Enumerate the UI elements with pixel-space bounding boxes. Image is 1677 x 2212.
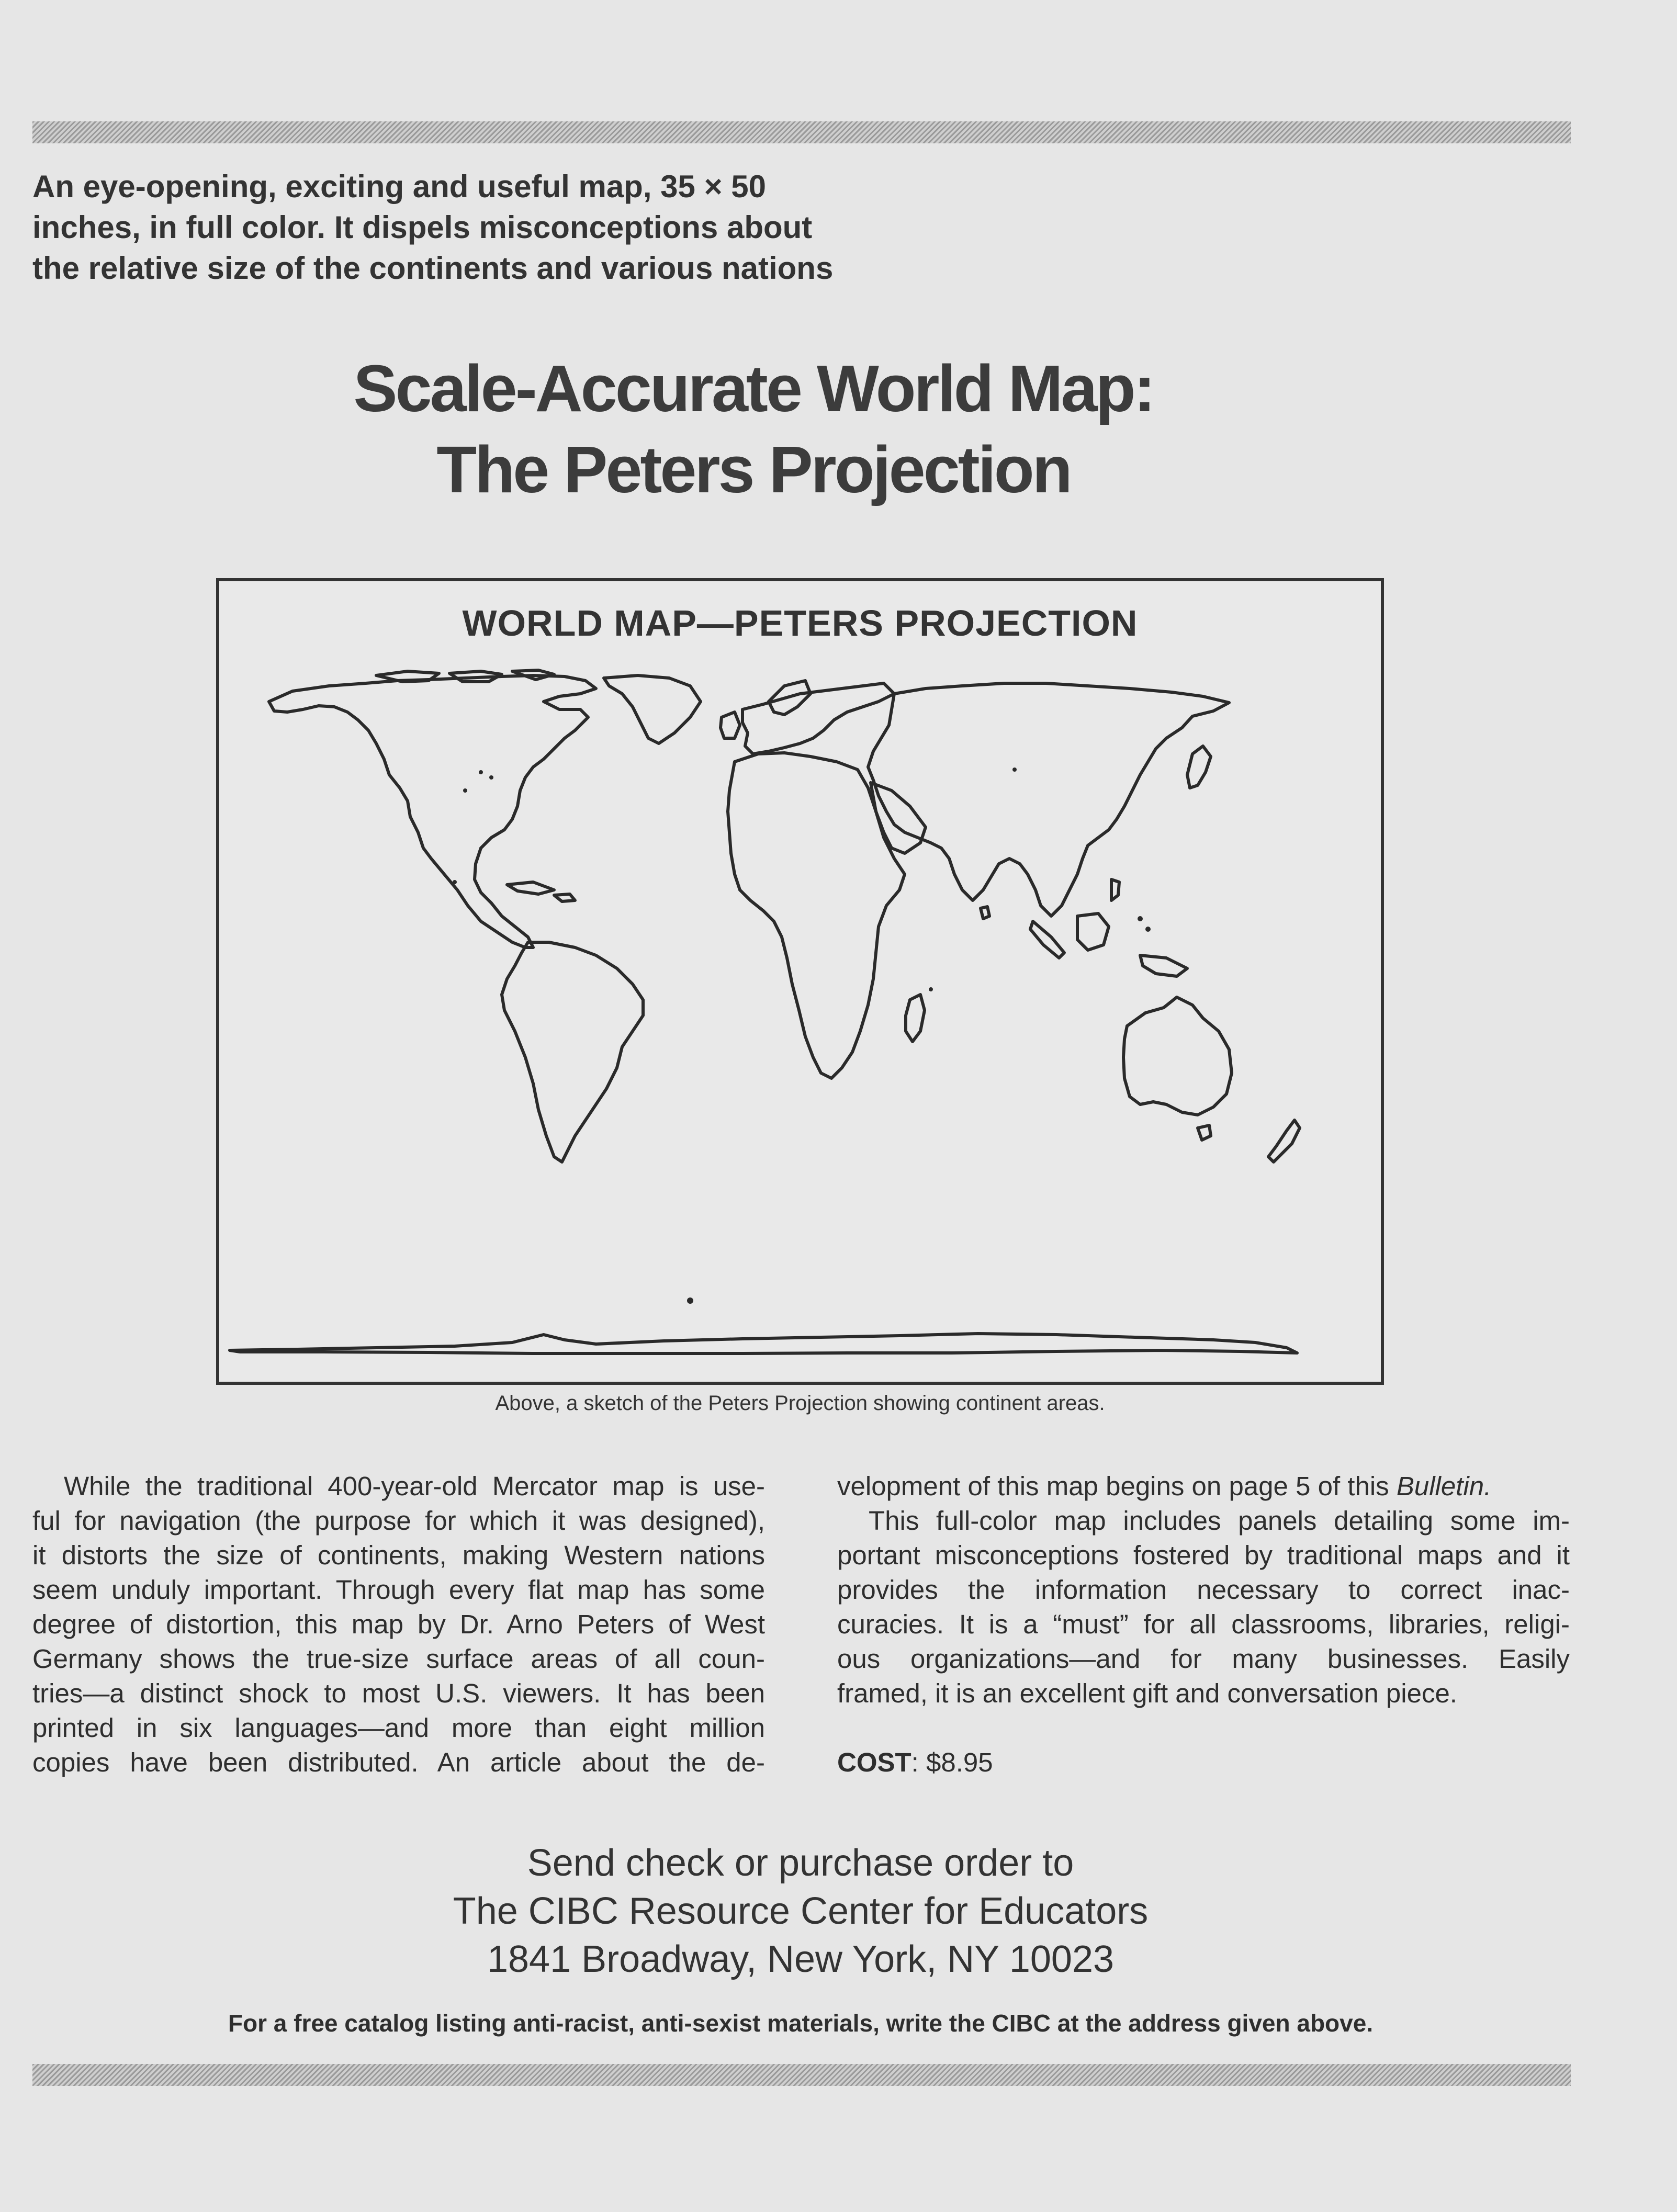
greenland-outline (604, 675, 701, 743)
new-zealand-outline (1268, 1120, 1300, 1162)
article-line: seem unduly important. Through every flat map has some (32, 1575, 765, 1605)
article-line: framed, it is an excellent gift and conversation piece. (837, 1678, 1457, 1708)
hispaniola-outline (554, 894, 575, 901)
article-line: This full-color map includes panels detailing some im- (869, 1506, 1570, 1536)
island-dot (929, 987, 933, 991)
antarctica-outline (230, 1334, 1297, 1353)
article-continuation: velopment of this map begins on page 5 of this (837, 1471, 1397, 1501)
article-line: it distorts the size of continents, making Western nations (32, 1540, 765, 1570)
article-line: curacies. It is a “must” for all classrooms, libraries, religi- (837, 1609, 1570, 1639)
north-america-outline (269, 675, 596, 947)
new-guinea-outline (1140, 955, 1187, 976)
send-line-1: Send check or purchase order to (527, 1842, 1074, 1884)
world-map-figure (216, 578, 1384, 1385)
intro-line: inches, in full color. It dispels misconceptions about (32, 210, 813, 245)
cost-line (837, 1745, 1570, 1780)
island-dot (479, 770, 483, 774)
order-address-block (0, 1839, 1601, 1983)
south-america-outline (502, 942, 643, 1162)
headline-line-2: The Peters Projection (436, 433, 1071, 506)
europe-outline (742, 683, 894, 754)
page-headline (0, 348, 1507, 510)
island-dot (1145, 927, 1151, 932)
article-line: degree of distortion, this map by Dr. Arno Peters of West (32, 1609, 765, 1639)
send-line-3: 1841 Broadway, New York, NY 10023 (487, 1938, 1115, 1980)
article-line: printed in six languages—and more than eight million (32, 1713, 765, 1743)
article-line: ous organizations—and for many businesses. Easily (837, 1644, 1570, 1674)
island-dot (1138, 916, 1143, 921)
cost-label: COST (837, 1747, 911, 1777)
article-left-column (32, 1469, 765, 1780)
map-title: WORLD MAP—PETERS PROJECTION (462, 603, 1138, 644)
article-line: ful for navigation (the purpose for which it was designed), (32, 1506, 765, 1536)
headline-line-1: Scale-Accurate World Map: (353, 352, 1154, 425)
bottom-hatched-rule (32, 2064, 1571, 2086)
japan-outline (1187, 746, 1211, 788)
australia-outline (1123, 997, 1232, 1115)
sumatra-outline (1030, 921, 1064, 958)
article-right-column (837, 1469, 1570, 1780)
article-line: portant misconceptions fostered by traditional maps and it (837, 1540, 1570, 1570)
top-hatched-rule (32, 121, 1571, 143)
intro-blurb (32, 166, 974, 289)
intro-line: the relative size of the continents and various nations (32, 251, 834, 286)
map-caption: Above, a sketch of the Peters Projection showing continent areas. (495, 1392, 1105, 1415)
article-line: copies have been distributed. An article about the de- (32, 1747, 765, 1777)
article-line: While the traditional 400-year-old Mercator map is use- (64, 1471, 765, 1501)
bulletin-title: Bulletin. (1396, 1471, 1492, 1501)
island-dot (489, 775, 493, 780)
article-line: Germany shows the true-size surface areas of all coun- (32, 1644, 765, 1674)
cost-value: : $8.95 (911, 1747, 993, 1777)
britain-outline (721, 712, 740, 738)
sri-lanka-outline (981, 907, 989, 919)
philippines-outline (1111, 879, 1119, 900)
world-map-sketch (219, 581, 1381, 1382)
tasmania-outline (1198, 1125, 1211, 1140)
cuba-outline (507, 882, 554, 894)
island-dot (463, 788, 467, 793)
asia-outline (868, 683, 1229, 916)
africa-outline (728, 753, 905, 1078)
article-line: tries—a distinct shock to most U.S. viewers. It has been (32, 1678, 765, 1708)
madagascar-outline (906, 995, 925, 1042)
island-dot (687, 1297, 693, 1304)
send-line-2: The CIBC Resource Center for Educators (453, 1890, 1149, 1932)
island-dot (1012, 768, 1017, 772)
article-line (837, 1469, 1570, 1504)
catalog-footnote: For a free catalog listing anti-racist, anti-sexist materials, write the CIBC at the address given above. (228, 2010, 1374, 2037)
borneo-outline (1077, 913, 1109, 950)
island-dot (453, 880, 457, 884)
intro-line: An eye-opening, exciting and useful map, 35 × 50 (32, 169, 767, 204)
article-line: provides the information necessary to correct inac- (837, 1575, 1570, 1605)
